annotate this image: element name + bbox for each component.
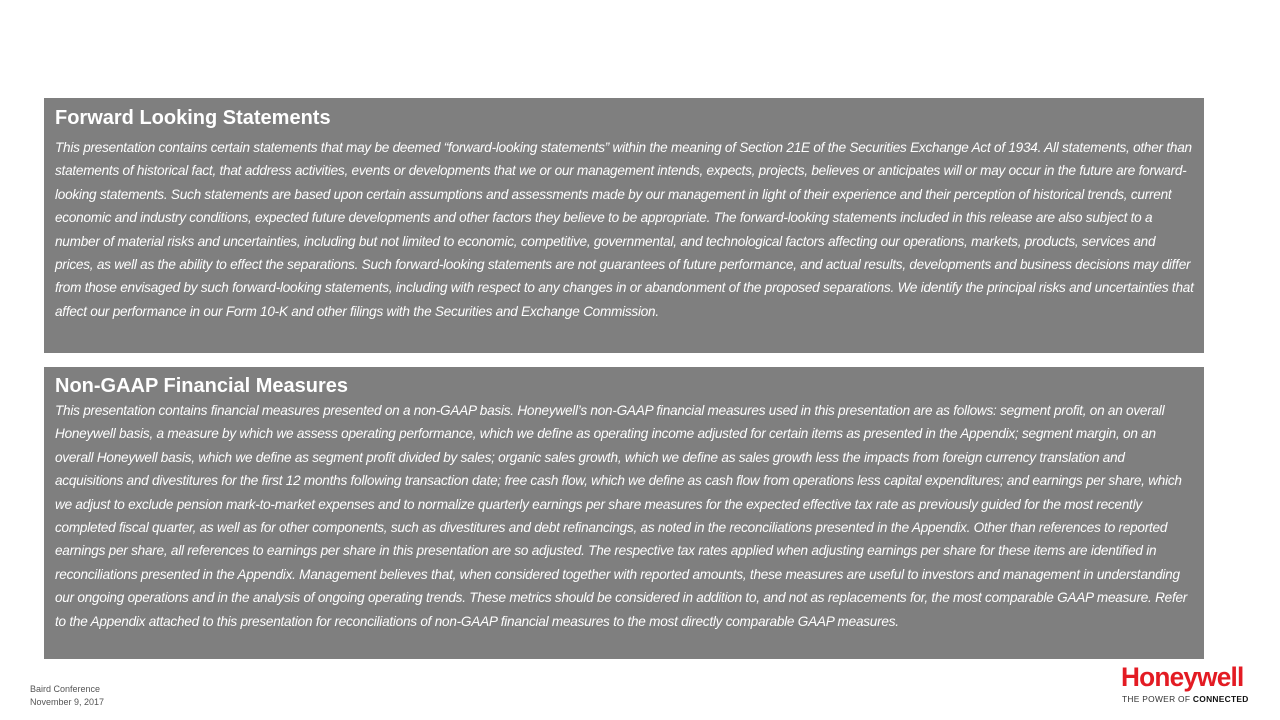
footer-event-name: Baird Conference <box>30 684 101 694</box>
non-gaap-measures-body: This presentation contains financial measures presented on a non-GAAP basis. Honeywell’s non-GAAP financial measures used in this presentation are as follows: segment profit, on an overall Honeywell basis, a measure by which we assess operating performance, which we define as operating income adjusted for certain items as presented in the Appendix; segment margin, on an overall Honeywell basis, which we define as segment profit divided by sales; organic sales growth, which we define as sales growth less the impacts from foreign currency translation and acquisitions and divestitures for the first 12 months following transaction date; free cash flow, which we define as cash flow from operations less capital expenditures; and earnings per share, which we adjust to exclude pension mark-to-market expenses and to normalize quarterly earnings per share measures for the expected effective tax rate as previously guided for the most recently completed fiscal quarter, as well as for other components, such as divestitures and debt refinancings, as noted in the reconciliations presented in the Appendix. Other than references to reported earnings per share, all references to earnings per share in this presentation are so adjusted. The respective tax rates applied when adjusting earnings per share for these items are identified in reconciliations presented in the Appendix. Management believes that, when considered together with reported amounts, these measures are useful to investors and management in understanding our ongoing operations and in the analysis of ongoing operating trends. These metrics should be considered in addition to, and not as replacements for, the most comparable GAAP measure. Refer to the Appendix attached to this presentation for reconciliations of non-GAAP financial measures to the most directly comparable GAAP measures. <box>55 403 1188 629</box>
non-gaap-measures-title: Non-GAAP Financial Measures <box>55 375 349 397</box>
logo-tagline <box>1122 694 1249 704</box>
logo-tagline-prefix: THE POWER OF <box>1122 694 1193 704</box>
footer-date: November 9, 2017 <box>30 697 105 707</box>
logo-wordmark: Honeywell <box>1121 662 1244 692</box>
honeywell-logo <box>1118 662 1260 706</box>
forward-looking-statements-body: This presentation contains certain statements that may be deemed “forward-looking statements” within the meaning of Section 21E of the Securities Exchange Act of 1934. All statements, other than statements of historical fact, that address activities, events or developments that we or our management intends, expects, projects, believes or anticipates will or may occur in the future are forward-looking statements. Such statements are based upon certain assumptions and assessments made by our management in light of their experience and their perception of historical trends, current economic and industry conditions, expected future developments and other factors they believe to be appropriate. The forward-looking statements included in this release are also subject to a number of material risks and uncertainties, including but not limited to economic, competitive, governmental, and technological factors affecting our operations, markets, products, services and prices, as well as the ability to effect the separations. Such forward-looking statements are not guarantees of future performance, and actual results, developments and business decisions may differ from those envisaged by such forward-looking statements, including with respect to any changes in or abandonment of the proposed separations. We identify the principal risks and uncertainties that affect our performance in our Form 10-K and other filings with the Securities and Exchange Commission. <box>55 140 1194 319</box>
forward-looking-statements-panel <box>44 98 1204 353</box>
forward-looking-statements-title: Forward Looking Statements <box>55 107 331 129</box>
logo-tagline-emphasis: CONNECTED <box>1192 694 1249 704</box>
non-gaap-measures-panel <box>44 367 1204 659</box>
